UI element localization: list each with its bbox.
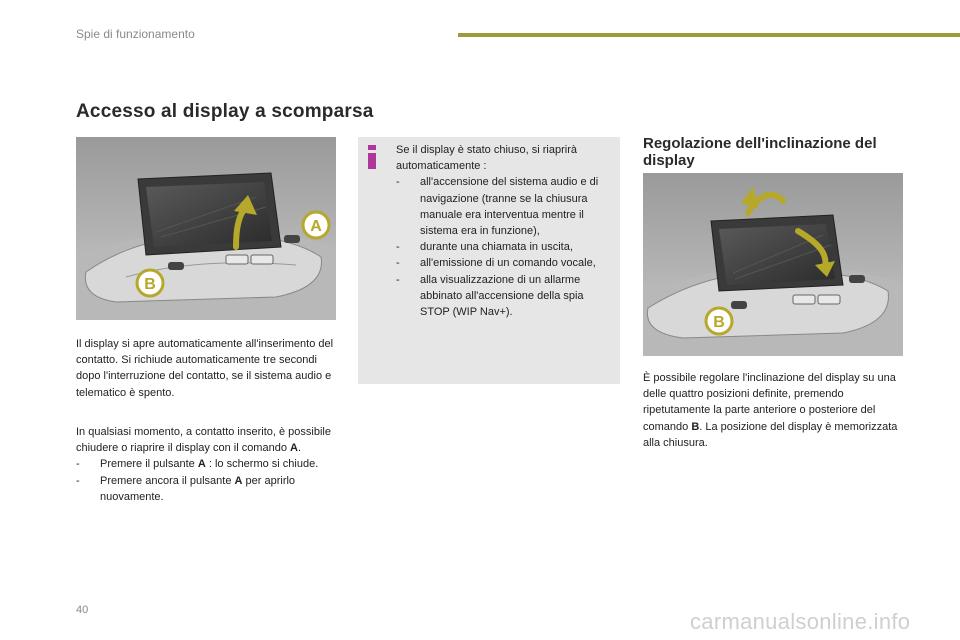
figure-display-open xyxy=(76,137,336,320)
info-note-box xyxy=(358,137,620,384)
running-head: Spie di funzionamento xyxy=(76,27,195,41)
list-item: - Premere il pulsante A : lo schermo si chiude. xyxy=(76,458,319,471)
list-item: - durante una chiamata in uscita, xyxy=(396,241,573,254)
command-text: In qualsiasi momento, a contatto inserito, è possibile chiudere o riaprire il display con il comando A. xyxy=(76,426,331,455)
watermark: carmanualsonline.info xyxy=(690,609,911,634)
figure-display-tilt xyxy=(643,173,903,356)
note-text xyxy=(396,142,608,320)
callout-b-label: B xyxy=(713,314,725,331)
list-item: - all'emissione di un comando vocale, xyxy=(396,257,596,270)
section-title: Regolazione dell'inclinazione del display xyxy=(643,135,877,169)
list-item: - alla visualizzazione di un allarme abbinato all'accensione della spia STOP (WIP Nav+). xyxy=(396,273,584,319)
display-tilt-illustration xyxy=(643,173,903,356)
list-item: - Premere ancora il pulsante A per aprirlo nuovamente. xyxy=(76,474,296,503)
list-item: - all'accensione del sistema audio e di navigazione (tranne se la chiusura manuale era interventua mentre il sistema era in funzione), xyxy=(396,176,599,238)
intro-text: Il display si apre automaticamente all'inserimento del contatto. Si richiude automaticamente tre secondi dopo l'interruzione del contatto, se il sistema audio e telematico è spento. xyxy=(76,338,334,399)
display-open-illustration xyxy=(76,137,336,320)
note-intro: Se il display è stato chiuso, si riaprirà automaticamente : xyxy=(396,144,577,173)
callout-b-label: B xyxy=(144,276,156,293)
command-paragraph xyxy=(76,424,342,505)
tilt-text: È possibile regolare l'inclinazione del display su una delle quattro posizioni definite, premendo ripetutamente la parte anteriore o posteriore del comando B. La posizione del display è memorizzata alla chiusura. xyxy=(643,372,898,449)
header-rule xyxy=(458,33,960,37)
callout-a-label: A xyxy=(310,218,322,235)
page-title: Accesso al display a scomparsa xyxy=(76,101,374,122)
intro-paragraph xyxy=(76,336,342,401)
tilt-paragraph xyxy=(643,370,911,451)
info-icon xyxy=(368,145,376,169)
page-number: 40 xyxy=(76,604,89,616)
